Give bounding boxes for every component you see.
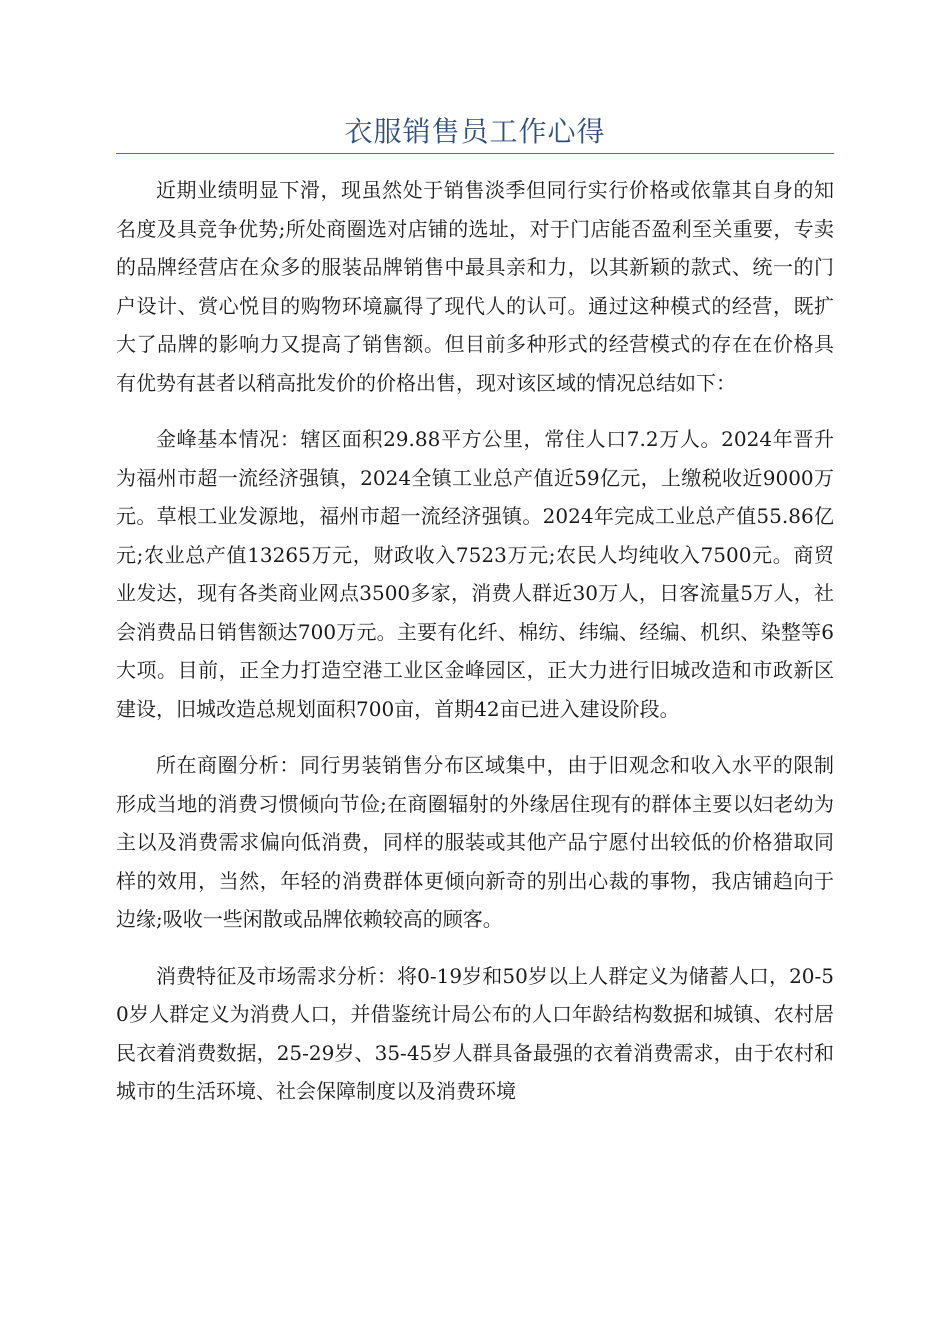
document-title: 衣服销售员工作心得 [344, 115, 606, 148]
paragraph-jinfeng-overview: 金峰基本情况：辖区面积29.88平方公里，常住人口7.2万人。2024年晋升为福州市超一流经济强镇，2024全镇工业总产值近59亿元，上缴税收近9000万元。草根工业发源地，福州市超一流经济强镇。2024年完成工业总产值55.86亿元;农业总产值13265万元，财政收入7523万元;农民人均纯收入7500元。商贸业发达，现有各类商业网点3500多家，消费人群近30万人，日客流量5万人，社会消费品日销售额达700万元。主要有化纤、棉纺、纬编、经编、机织、染整等6大项。目前，正全力打造空港工业区金峰园区，正大力进行旧城改造和市政新区建设，旧城改造总规划面积700亩，首期42亩已进入建设阶段。 [116, 427, 834, 721]
paragraph-intro: 近期业绩明显下滑，现虽然处于销售淡季但同行实行价格或依靠其自身的知名度及具竞争优势;所处商圈选对店铺的选址，对于门店能否盈利至关重要，专卖的品牌经营店在众多的服装品牌销售中最具亲和力，以其新颖的款式、统一的门户设计、赏心悦目的购物环境赢得了现代人的认可。通过这种模式的经营，既扩大了品牌的影响力又提高了销售额。但目前多种形式的经营模式的存在在价格具有优势有甚者以稍高批发价的价格出售，现对该区域的情况总结如下： [116, 178, 834, 395]
document-body [116, 171, 834, 1129]
title-underline [116, 153, 834, 154]
paragraph-trade-area-analysis: 所在商圈分析：同行男装销售分布区域集中，由于旧观念和收入水平的限制形成当地的消费习惯倾向节俭;在商圈辐射的外缘居住现有的群体主要以妇老幼为主以及消费需求偏向低消费，同样的服装或其他产品宁愿付出较低的价格猎取同样的效用，当然，年轻的消费群体更倾向新奇的别出心裁的事物，我店铺趋向于边缘;吸收一些闲散或品牌依赖较高的顾客。 [116, 753, 834, 931]
paragraph-consumer-demand-analysis: 消费特征及市场需求分析：将0-19岁和50岁以上人群定义为储蓄人口，20-50岁人群定义为消费人口，并借鉴统计局公布的人口年龄结构数据和城镇、农村居民衣着消费数据，25-29岁、35-45岁人群具备最强的衣着消费需求，由于农村和城市的生活环境、社会保障制度以及消费环境 [116, 963, 834, 1103]
